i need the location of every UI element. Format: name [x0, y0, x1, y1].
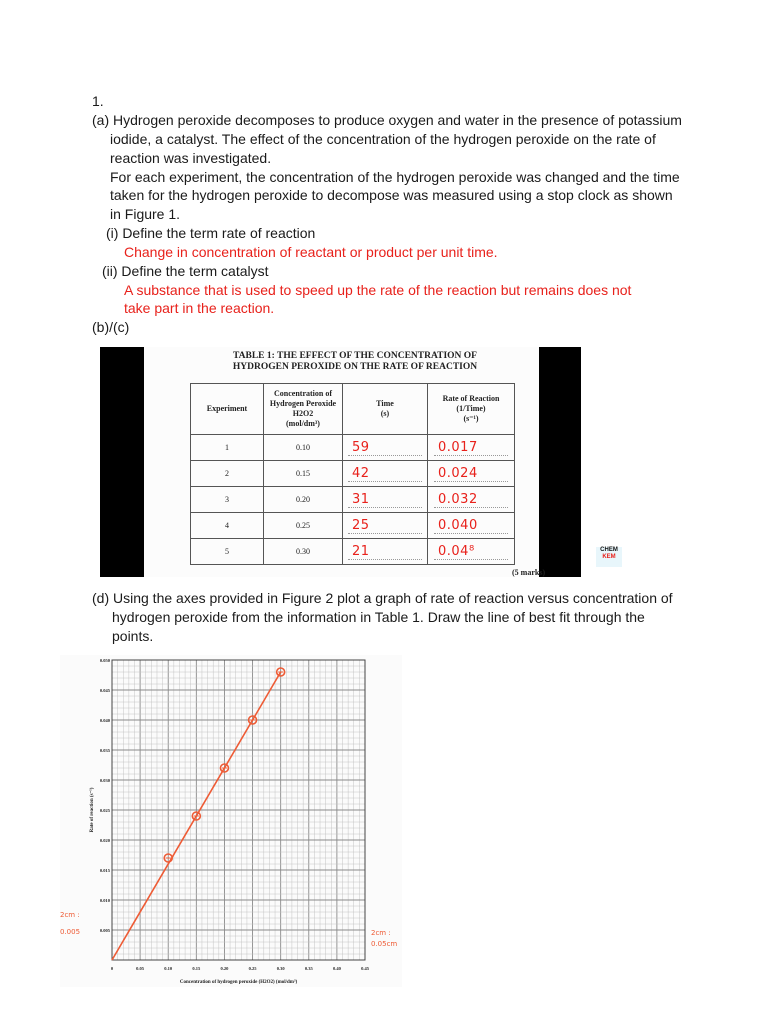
cell-concentration: 0.20: [264, 487, 343, 513]
cell-rate: [428, 487, 515, 513]
header-experiment: [191, 384, 264, 435]
x-tick-label: 0.20: [220, 966, 229, 971]
handwritten-time: 42: [348, 466, 422, 482]
cell-rate: [428, 461, 515, 487]
figure-2-graph-scan: [60, 655, 402, 987]
header-conc-line-2: Hydrogen Peroxide: [269, 399, 337, 408]
table-row: [191, 461, 515, 487]
y-axis-label: Rate of reaction (s⁻¹): [90, 787, 95, 833]
part-a-line-1: (a) Hydrogen peroxide decomposes to produce oxygen and water in the presence of potassium: [92, 112, 682, 128]
part-bc-label: (b)/(c): [92, 319, 130, 335]
rate-vs-concentration-chart: [60, 655, 402, 987]
y-tick-label: 0.005: [99, 928, 110, 933]
header-time: [343, 384, 428, 435]
marks-label: (5 marks): [512, 568, 546, 577]
cell-time: [343, 461, 428, 487]
handwritten-time: 21: [348, 544, 422, 560]
x-axis-label: Concentration of hydrogen peroxide (H2O2) (mol/dm³): [179, 980, 298, 985]
cell-concentration: 0.10: [264, 435, 343, 461]
data-table: [190, 383, 515, 565]
part-a-line-3: reaction was investigated.: [110, 150, 272, 166]
annotation-left-value: 0.005: [60, 928, 81, 936]
cell-time: [343, 513, 428, 539]
cell-experiment: 2: [191, 461, 264, 487]
y-tick-label: 0.045: [99, 688, 110, 693]
handwritten-rate: 0.024: [434, 466, 508, 482]
x-tick-label: 0.25: [248, 966, 257, 971]
header-rate-line-2: (1/Time): [456, 404, 486, 413]
handwritten-rate: 0.017: [434, 440, 508, 456]
cell-concentration: 0.30: [264, 539, 343, 565]
scan-border-left: [100, 347, 144, 577]
header-conc-line-3: H2O2: [292, 409, 314, 418]
x-tick-label: 0.30: [276, 966, 285, 971]
x-tick-label: 0: [110, 966, 114, 971]
table-row: [191, 539, 515, 565]
part-i-label: (i) Define the term rate of reaction: [106, 225, 316, 241]
table-header-row: [191, 384, 515, 435]
handwritten-rate: 0.040: [434, 518, 508, 534]
part-a-line-5: taken for the hydrogen peroxide to decompose was measured using a stop clock as shown: [110, 187, 673, 203]
handwritten-time: 25: [348, 518, 422, 534]
part-d-line-2: hydrogen peroxide from the information in Table 1. Draw the line of best fit through the: [112, 609, 645, 625]
y-tick-label: 0.035: [99, 748, 110, 753]
handwritten-time: 59: [348, 440, 422, 456]
header-concentration: [264, 384, 343, 435]
header-rate-line-1: Rate of Reaction: [442, 394, 500, 403]
x-tick-label: 0.45: [361, 966, 369, 971]
table-row: [191, 487, 515, 513]
annotation-right-scale: 2cm :: [371, 929, 391, 937]
header-conc-line-1: Concentration of: [274, 389, 332, 398]
scan-border-right: [539, 347, 581, 577]
part-a-line-6: in Figure 1.: [110, 206, 181, 222]
cell-rate: [428, 539, 515, 565]
table-title: TABLE 1: THE EFFECT OF THE CONCENTRATION OF HYDROGEN PEROXIDE ON THE RATE OF REACTION: [232, 351, 478, 372]
y-tick-label: 0.020: [99, 838, 110, 843]
cell-concentration: 0.15: [264, 461, 343, 487]
cell-time: [343, 539, 428, 565]
header-experiment-text: Experiment: [206, 404, 248, 413]
part-i-answer: Change in concentration of reactant or product per unit time.: [124, 244, 498, 260]
y-tick-label: 0.040: [99, 718, 110, 723]
cell-rate: [428, 513, 515, 539]
cell-time: [343, 487, 428, 513]
table-row: [191, 513, 515, 539]
part-d-line-1: (d) Using the axes provided in Figure 2 plot a graph of rate of reaction versus concentration of: [92, 590, 673, 606]
y-tick-label: 0.050: [99, 658, 110, 663]
header-conc-line-4: (mol/dm³): [286, 419, 320, 428]
cell-rate: [428, 435, 515, 461]
cell-experiment: 4: [191, 513, 264, 539]
y-tick-label: 0.025: [99, 808, 110, 813]
cell-time: [343, 435, 428, 461]
x-tick-label: 0.35: [304, 966, 313, 971]
part-ii-answer-line-2: take part in the reaction.: [124, 300, 275, 316]
annotation-right-value: 0.05cm: [371, 940, 398, 948]
table-1-scan: [100, 347, 618, 577]
handwritten-rate: 0.032: [434, 492, 508, 508]
header-rate: [428, 384, 515, 435]
y-tick-label: 0.015: [99, 868, 110, 873]
chemkem-logo: [596, 547, 622, 567]
header-time-line-1: Time: [376, 399, 394, 408]
cell-experiment: 1: [191, 435, 264, 461]
handwritten-rate: 0.04⁸: [434, 544, 508, 560]
annotation-left-scale: 2cm :: [60, 911, 80, 919]
cell-experiment: 5: [191, 539, 264, 565]
part-d-line-3: points.: [112, 628, 154, 644]
logo-text-line-1: CHEM: [600, 547, 618, 553]
part-a-line-2: iodide, a catalyst. The effect of the concentration of the hydrogen peroxide on the rate of: [110, 131, 656, 147]
x-tick-label: 0.40: [332, 966, 341, 971]
part-a-line-4: For each experiment, the concentration of the hydrogen peroxide was changed and the time: [110, 169, 680, 185]
x-tick-label: 0.15: [192, 966, 201, 971]
x-tick-label: 0.05: [136, 966, 145, 971]
handwritten-time: 31: [348, 492, 422, 508]
cell-experiment: 3: [191, 487, 264, 513]
cell-concentration: 0.25: [264, 513, 343, 539]
table-row: [191, 435, 515, 461]
question-number: 1.: [92, 93, 104, 109]
y-tick-label: 0.010: [99, 898, 110, 903]
logo-text-line-2: KEM: [602, 554, 616, 560]
part-ii-label: (ii) Define the term catalyst: [102, 263, 269, 279]
header-rate-line-3: (s⁻¹): [463, 414, 479, 423]
part-ii-answer-line-1: A substance that is used to speed up the rate of the reaction but remains does not: [124, 282, 632, 298]
y-tick-label: 0.030: [99, 778, 110, 783]
header-time-line-2: (s): [380, 409, 390, 418]
x-tick-label: 0.10: [164, 966, 173, 971]
